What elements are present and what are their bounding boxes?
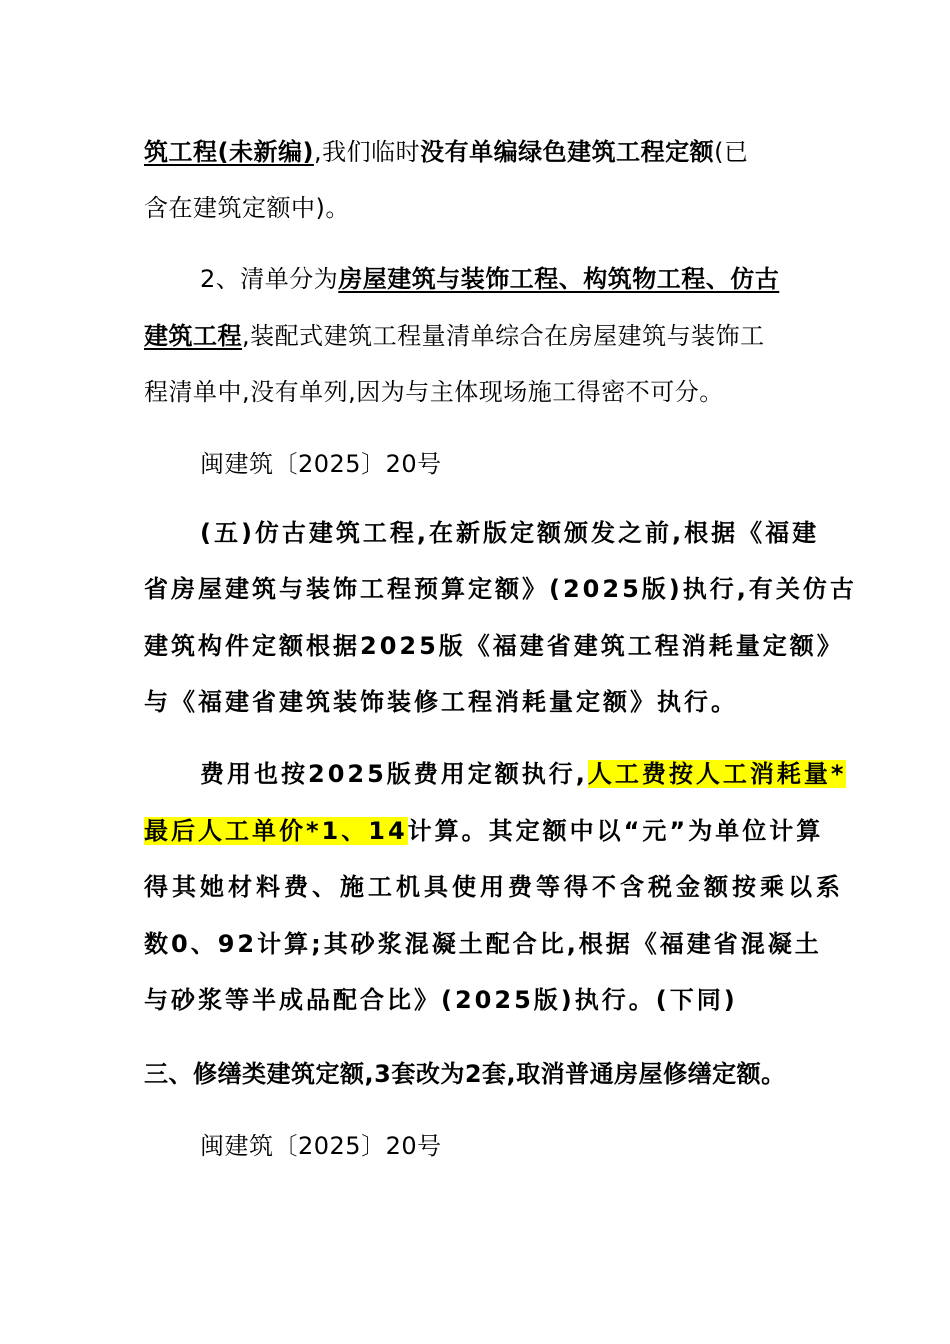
text: ,我们临时 [313, 138, 421, 166]
highlighted-text: 最后人工单价*1、14 [144, 817, 408, 845]
para1-line1 [144, 136, 748, 168]
section-heading: 三、修缮类建筑定额,3套改为2套,取消普通房屋修缮定额。 [144, 1060, 786, 1088]
bold-text: 筑工程(未新编) [144, 138, 314, 166]
para3-line2: 省房屋建筑与装饰工程预算定额》(2025版)执行,有关仿古 [144, 575, 857, 603]
text: (已 [714, 138, 749, 166]
para4-line2 [144, 815, 823, 847]
highlighted-text: 人工费按人工消耗量* [587, 760, 847, 788]
text: 费用也按2025版费用定额执行, [200, 760, 588, 788]
para2-line2 [144, 320, 765, 352]
para3-line1: (五)仿古建筑工程,在新版定额颁发之前,根据《福建 [200, 519, 820, 547]
bold-text: 没有单编绿色建筑工程定额 [420, 138, 715, 166]
text: ,装配式建筑工程量清单综合在房屋建筑与装饰工 [242, 322, 765, 350]
para4-line1 [200, 758, 846, 790]
para4-line4: 数0、92计算;其砂浆混凝土配合比,根据《福建省混凝土 [144, 930, 822, 958]
text: 2、清单分为 [200, 265, 339, 293]
para2-line3: 程清单中,没有单列,因为与主体现场施工得密不可分。 [144, 378, 724, 406]
bold-underlined-text: 房屋建筑与装饰工程、构筑物工程、仿古 [338, 265, 780, 293]
para3-line3: 建筑构件定额根据2025版《福建省建筑工程消耗量定额》 [144, 632, 844, 660]
para1-line2: 含在建筑定额中)。 [144, 194, 350, 222]
text: 计算。其定额中以“元”为单位计算 [407, 817, 824, 845]
para4-line3: 得其她材料费、施工机具使用费等得不含税金额按乘以系 [144, 873, 844, 901]
para4-line5: 与砂浆等半成品配合比》(2025版)执行。(下同) [144, 986, 738, 1014]
para2-line1 [200, 263, 779, 295]
reference-number: 闽建筑〔2025〕20号 [200, 450, 442, 478]
para3-line4: 与《福建省建筑装饰装修工程消耗量定额》执行。 [144, 688, 738, 716]
reference-number: 闽建筑〔2025〕20号 [200, 1132, 442, 1160]
bold-underlined-text: 建筑工程 [144, 322, 242, 350]
